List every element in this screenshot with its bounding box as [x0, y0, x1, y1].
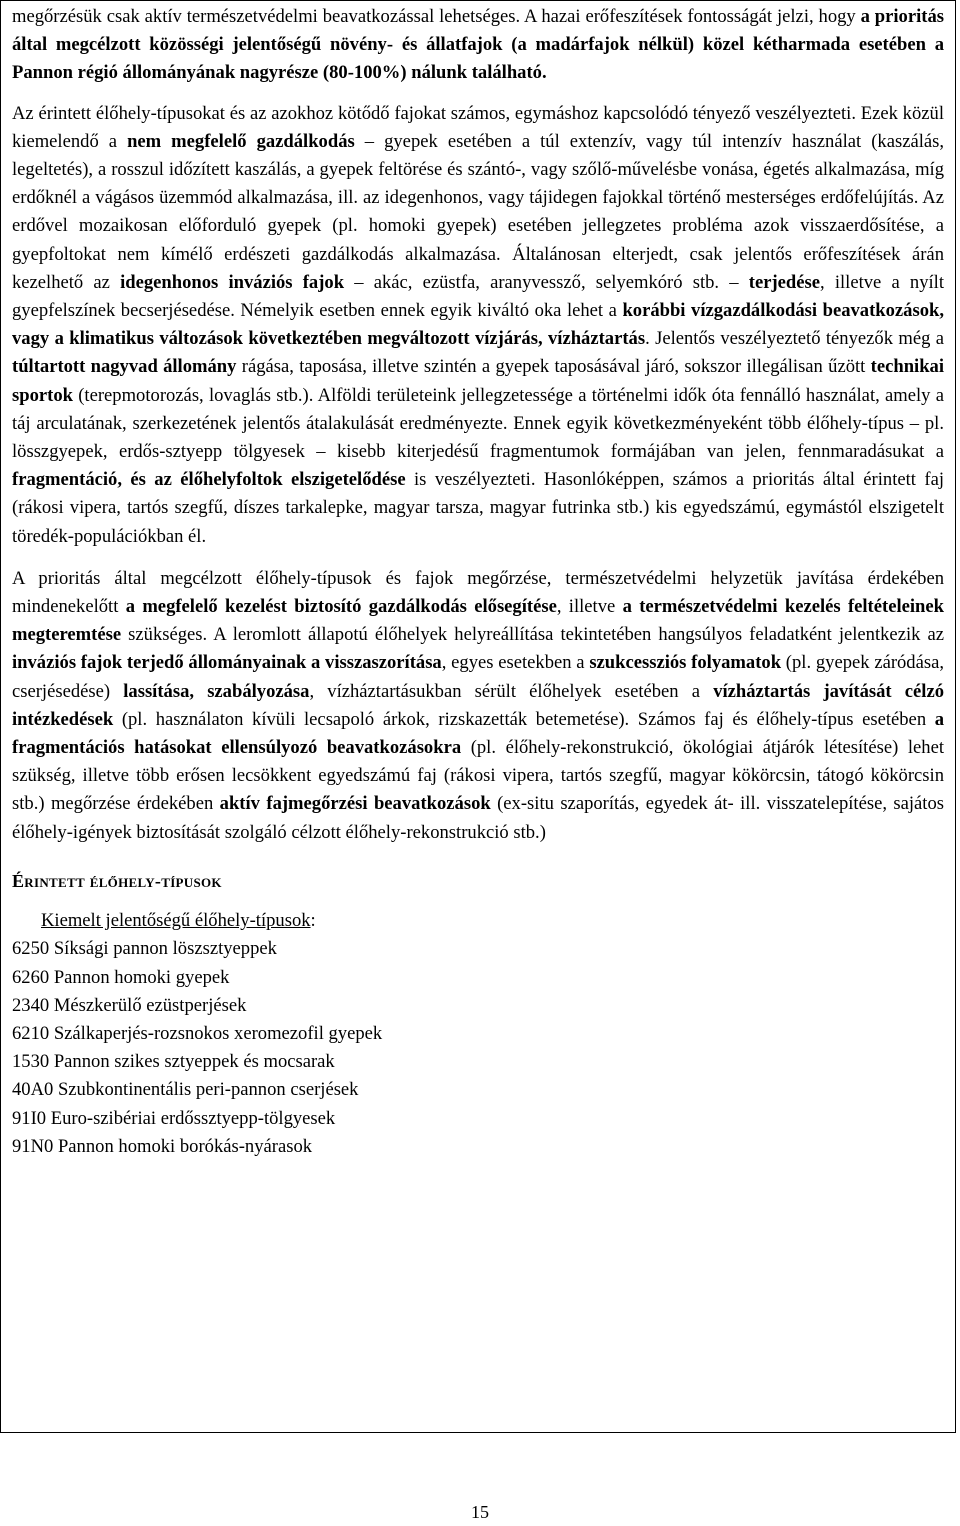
p2-segment: rágása, taposása, illetve szintén a gyepek taposásával járó, sokszor illegálisan űzött — [236, 356, 871, 378]
p3-segment: (pl. élőhely-rekonstrukció, ökológiai átjárók létesítése) lehet szükség, illetve több erősen lecsökkent egyedszámú faj (rákosi vipera, tartós szegfű, magyar kökörcsin, tátogó kökörcsin stb.) megőrzése érdekében — [12, 737, 944, 815]
habitat-list — [12, 935, 944, 1161]
p3-segment: inváziós fajok terjedő állományainak a visszaszorítása — [12, 652, 442, 674]
paragraph-measures — [12, 565, 944, 847]
p2-segment: is veszélyezteti. Hasonlóképpen, számos a prioritás által érintett faj (rákosi vipera, tartós szegfű, díszes tarkalepke, magyar tarsza, magyar futrinka stb.) kis egyedszámú, egymástól elszigetelt töredék-populációkban él. — [12, 469, 944, 547]
paragraph-intro — [12, 3, 944, 88]
p3-segment: aktív fajmegőrzési beavatkozások — [219, 793, 491, 815]
p2-segment: fragmentáció, és az élőhelyfoltok elszigetelődése — [12, 469, 406, 491]
p3-segment: a természetvédelmi kezelés feltételeinek megteremtése — [12, 596, 944, 646]
p2-segment: nem megfelelő gazdálkodás — [127, 130, 355, 152]
p3-segment: a fragmentációs hatásokat ellensúlyozó beavatkozásokra — [12, 708, 944, 759]
habitat-list-title-text: Kiemelt jelentőségű élőhely-típusok — [41, 910, 311, 932]
paragraph-threats — [12, 100, 944, 551]
habitat-list-item: 91N0 Pannon homoki borókás-nyárasok — [12, 1135, 313, 1157]
habitat-list-item: 2340 Mészkerülő ezüstperjések — [12, 994, 247, 1016]
p2-segment: . Jelentős veszélyeztető tényezők még a — [645, 328, 945, 350]
p3-segment: , vízháztartásukban sérült élőhelyek esetében a — [309, 680, 714, 702]
p3-segment: , illetve — [556, 596, 623, 618]
p2-segment: korábbi vízgazdálkodási beavatkozások, vagy a klimatikus változások következtében megváltozott vízjárás, vízháztartás — [12, 300, 944, 350]
habitat-list-item: 6210 Szálkaperjés-rozsnokos xeromezofil gyepek — [12, 1022, 383, 1044]
p3-segment: A prioritás által megcélzott élőhely-típusok és fajok megőrzése, természetvédelmi helyzetük javítása érdekében mindenekelőtt — [12, 567, 944, 618]
p3-segment: , egyes esetekben a — [441, 652, 590, 674]
habitat-list-item: 40A0 Szubkontinentális peri-pannon cserjések — [12, 1079, 359, 1101]
p3-segment: szükséges. A leromlott állapotú élőhelyek helyreállítása tekintetében hangsúlyos feladatként jelentkezik az — [121, 624, 944, 646]
p3-segment: a megfelelő kezelést biztosító gazdálkodás elősegítése — [125, 596, 557, 618]
habitat-list-item: 91I0 Euro-szibériai erdőssztyepp-tölgyesek — [12, 1107, 336, 1129]
p2-segment: túltartott nagyvad állomány — [12, 356, 237, 378]
p2-segment: terjedése — [748, 271, 820, 293]
p3-segment: szukcessziós folyamatok — [589, 652, 782, 674]
habitat-list-item: 6260 Pannon homoki gyepek — [12, 966, 230, 988]
p2-segment: – akác, ezüstfa, aranyvessző, selyemkóró stb. – — [344, 271, 749, 293]
document-body — [12, 3, 944, 1161]
habitat-list-item: 6250 Síksági pannon löszsztyeppek — [12, 938, 277, 960]
p3-segment: (ex-situ szaporítás, egyedek át- ill. visszatelepítése, sajátos élőhely-igények biztosítását szolgáló célzott élőhely-rekonstrukció stb.) — [12, 793, 944, 843]
p2-segment: technikai sportok — [12, 356, 945, 406]
habitat-list-title — [12, 907, 944, 935]
page-number: 15 — [471, 1502, 489, 1522]
p2-segment: , illetve a nyílt gyepfelszínek becserjésedése. Némelyik esetben ennek egyik kiváltó oka lehet a — [12, 271, 945, 322]
p3-segment: (pl. használaton kívüli lecsapoló árkok, rizskazetták betemetése). Számos faj és élőhely-típus esetében — [113, 708, 935, 730]
p3-segment: vízháztartás javítását célzó intézkedések — [12, 680, 944, 730]
p2-segment: – gyepek esetében a túl extenzív, vagy túl intenzív használat (kaszálás, legeltetés), a rosszul időzített kaszálás, a gyepek feltörése és szántó-, vagy szőlő-művelésbe vonása, égetés alkalmazása, míg erdőknél a vágásos üzemmód alkalmazása, ill. az idegenhonos, vagy tájidegen fajokkal történő mesterséges erdőfelújítás. Az erdővel mozaikosan előforduló gyepek (pl. homoki gyepek) esetében jellegzetes probléma azok visszaerdősítése, a gyepfoltokat nem kímélő erdészeti gazdálkodás alkalmazása. Általánosan elterjedt, csak jelentős erőfeszítések árán kezelhető az — [12, 130, 944, 293]
p2-segment: Az érintett élőhely-típusokat és az azokhoz kötődő fajokat számos, egymáshoz kapcsolódó tényező veszélyezteti. Ezek közül kiemelendő a — [12, 102, 944, 152]
p2-segment: idegenhonos inváziós fajok — [120, 271, 345, 293]
p1-segment: megőrzésük csak aktív természetvédelmi beavatkozással lehetséges. A hazai erőfeszítések fontosságát jelzi, hogy — [12, 6, 861, 27]
p2-segment: (terepmotorozás, lovaglás stb.). Alföldi területeink jellegzetessége a történelmi idők óta fennálló használat, amely a táj arculatának, szerkezetének jelentős átalakulását eredményezte. Ennek egyik következményeként több élőhely-típus – pl. lösszgyepek, erdős-sztyepp tölgyesek – kisebb kiterjedésű fragmentumok formájában van jelen, fennmaradásukat a — [12, 384, 944, 463]
habitat-list-item: 1530 Pannon szikes sztyeppek és mocsarak — [12, 1051, 335, 1073]
p1-segment: a prioritás által megcélzott közösségi jelentőségű növény- és állatfajok (a madárfajok nélkül) közel kétharmada esetében a Pannon régió állományának nagyrésze (80-100%) nálunk található. — [12, 6, 944, 84]
section-heading: Érintett élőhely-típusok — [12, 870, 222, 891]
p3-segment: lassítása, szabályozása — [123, 680, 310, 702]
habitat-list-title-colon: : — [310, 910, 316, 932]
p3-segment: (pl. gyepek záródása, cserjésedése) — [12, 652, 944, 702]
habitat-list-block — [12, 907, 944, 1161]
